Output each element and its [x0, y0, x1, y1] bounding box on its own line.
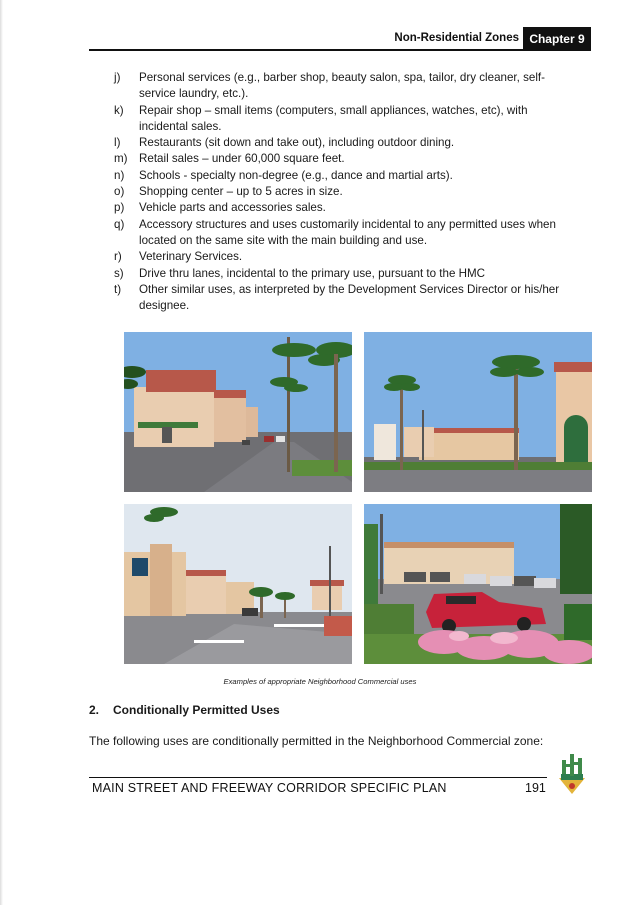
list-item — [114, 266, 574, 282]
list-marker: o) — [114, 185, 125, 199]
list-item — [114, 135, 574, 151]
list-item-text: Other similar uses, as interpreted by the Development Services Director or his/her designee. — [139, 282, 560, 313]
list-marker: m) — [114, 152, 128, 166]
list-item — [114, 200, 574, 216]
photo-shopping-street — [124, 332, 352, 492]
list-marker: q) — [114, 217, 125, 231]
list-item — [114, 217, 574, 250]
list-item — [114, 168, 574, 184]
list-marker: p) — [114, 201, 125, 215]
list-marker: t) — [114, 282, 122, 296]
header-rule — [89, 49, 591, 51]
section-intro: The following uses are conditionally permitted in the Neighborhood Commercial zone: — [89, 734, 544, 748]
list-item — [114, 70, 574, 103]
section-title: Conditionally Permitted Uses — [113, 703, 280, 717]
list-item-text: Personal services (e.g., barber shop, beauty salon, spa, tailor, dry cleaner, self-service laundry, etc.). — [139, 71, 545, 101]
list-item — [114, 184, 574, 200]
page-number: 191 — [525, 781, 546, 795]
photo-grid — [124, 332, 592, 665]
photo-caption: Examples of appropriate Neighborhood Commercial uses — [223, 677, 417, 686]
list-item-text: Vehicle parts and accessories sales. — [139, 201, 326, 215]
list-item-text: Shopping center – up to 5 acres in size. — [139, 185, 343, 199]
city-logo-icon — [553, 750, 591, 798]
list-item-text: Drive thru lanes, incidental to the primary use, pursuant to the HMC — [139, 266, 486, 280]
list-item-text: Retail sales – under 60,000 square feet. — [139, 152, 345, 166]
list-marker: k) — [114, 103, 124, 117]
chapter-badge: Chapter 9 — [523, 27, 591, 51]
page-header — [89, 27, 591, 51]
list-item-text: Schools - specialty non-degree (e.g., dance and martial arts). — [139, 168, 453, 182]
list-marker: s) — [114, 266, 124, 280]
permitted-uses-list — [114, 70, 574, 314]
footer-title: MAIN STREET AND FREEWAY CORRIDOR SPECIFIC PLAN — [92, 781, 447, 795]
photo-palm-storefronts — [364, 332, 592, 492]
list-item — [114, 282, 574, 315]
list-item — [114, 103, 574, 136]
list-item-text: Repair shop – small items (computers, small appliances, watches, etc), with incidental sales. — [139, 103, 528, 133]
photo-parking-flowers — [364, 504, 592, 664]
list-marker: r) — [114, 250, 122, 264]
section-heading — [89, 703, 280, 717]
list-item — [114, 151, 574, 167]
list-item-text: Restaurants (sit down and take out), including outdoor dining. — [139, 136, 455, 150]
list-marker: l) — [114, 136, 121, 150]
list-item — [114, 249, 574, 265]
section-number: 2. — [89, 703, 100, 717]
page-edge — [0, 0, 3, 905]
list-item-text: Veterinary Services. — [139, 250, 243, 264]
list-item-text: Accessory structures and uses customarily incidental to any permitted uses when located on the same site with the main building and use. — [139, 217, 556, 247]
footer-rule — [89, 777, 547, 778]
list-marker: n) — [114, 168, 125, 182]
header-title: Non-Residential Zones — [394, 32, 519, 44]
photo-plaza-entrance — [124, 504, 352, 664]
list-marker: j) — [114, 71, 121, 84]
